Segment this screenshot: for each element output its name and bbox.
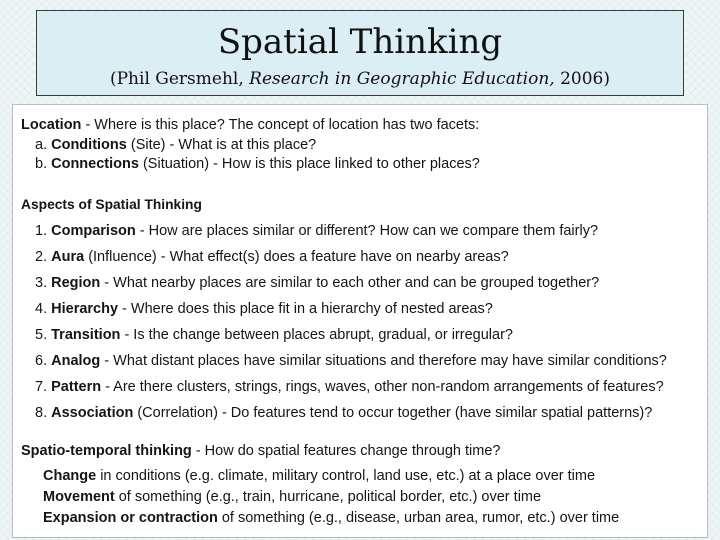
item-marker: 1. [35,223,48,239]
location-line [21,118,479,133]
aspects-heading [21,198,202,212]
item-marker: 4. [35,301,48,317]
item-text: (Site) - What is at this place? [126,137,317,153]
item-text: (Situation) - How is this place linked to other places? [138,156,480,172]
location-item [35,157,480,172]
item-marker: 2. [35,249,48,265]
page-title: Spatial Thinking [217,22,503,62]
aspect-item [35,224,598,239]
item-term: Aura [51,249,85,265]
spatiotemporal-text: - How do spatial features change through time? [191,443,501,459]
item-marker: 6. [35,353,48,369]
item-marker: 3. [35,275,48,291]
citation-prefix: (Phil Gersmehl, [109,69,250,89]
item-marker: a. [35,137,48,153]
aspect-item [35,302,493,317]
location-text: - Where is this place? The concept of location has two facets: [81,117,480,133]
item-text: - What nearby places are similar to each other and can be grouped together? [100,275,600,291]
aspect-item [35,380,664,395]
aspect-item [35,406,652,421]
spatiotemporal-item [43,490,541,505]
location-term: Location [21,117,82,133]
item-text: (Correlation) - Do features tend to occur together (have similar spatial patterns)? [133,405,653,421]
item-term: Analog [51,353,101,369]
aspect-item [35,328,513,343]
item-marker: 8. [35,405,48,421]
item-term: Pattern [51,379,102,395]
item-text: in conditions (e.g. climate, military control, land use, etc.) at a place over time [96,468,596,484]
item-text: - Where does this place fit in a hierarchy of nested areas? [118,301,493,317]
title-box [36,10,684,96]
item-marker: 7. [35,379,48,395]
item-term: Region [51,275,101,291]
item-term: Connections [51,156,139,172]
item-term: Expansion or contraction [43,510,218,526]
item-text: - Is the change between places abrupt, gradual, or irregular? [120,327,513,343]
spatiotemporal-line [21,444,501,459]
spatiotemporal-item [43,511,619,526]
item-term: Transition [51,327,121,343]
item-term: Conditions [51,137,127,153]
item-text: - How are places similar or different? How can we compare them fairly? [135,223,599,239]
item-text: of something (e.g., train, hurricane, political border, etc.) over time [114,489,542,505]
aspect-item [35,276,599,291]
spatiotemporal-item [43,469,595,484]
item-text: (Influence) - What effect(s) does a feature have on nearby areas? [84,249,509,265]
location-item [35,138,316,153]
content-panel [12,104,708,538]
item-text: - What distant places have similar situations and therefore may have similar conditions? [100,353,667,369]
item-term: Hierarchy [51,301,119,317]
citation-source: Research in Geographic Education, [249,69,555,89]
item-marker: b. [35,156,48,172]
citation-suffix: 2006) [554,69,611,89]
aspect-item [35,354,667,369]
item-term: Comparison [51,223,136,239]
aspect-item [35,250,509,265]
item-text: - Are there clusters, strings, rings, waves, other non-random arrangements of features? [101,379,664,395]
item-text: of something (e.g., disease, urban area, rumor, etc.) over time [217,510,620,526]
spatiotemporal-term: Spatio-temporal thinking [21,443,192,459]
item-marker: 5. [35,327,48,343]
item-term: Movement [43,489,115,505]
aspects-heading-text: Aspects of Spatial Thinking [21,197,202,212]
citation [37,71,683,88]
item-term: Association [51,405,134,421]
item-term: Change [43,468,97,484]
